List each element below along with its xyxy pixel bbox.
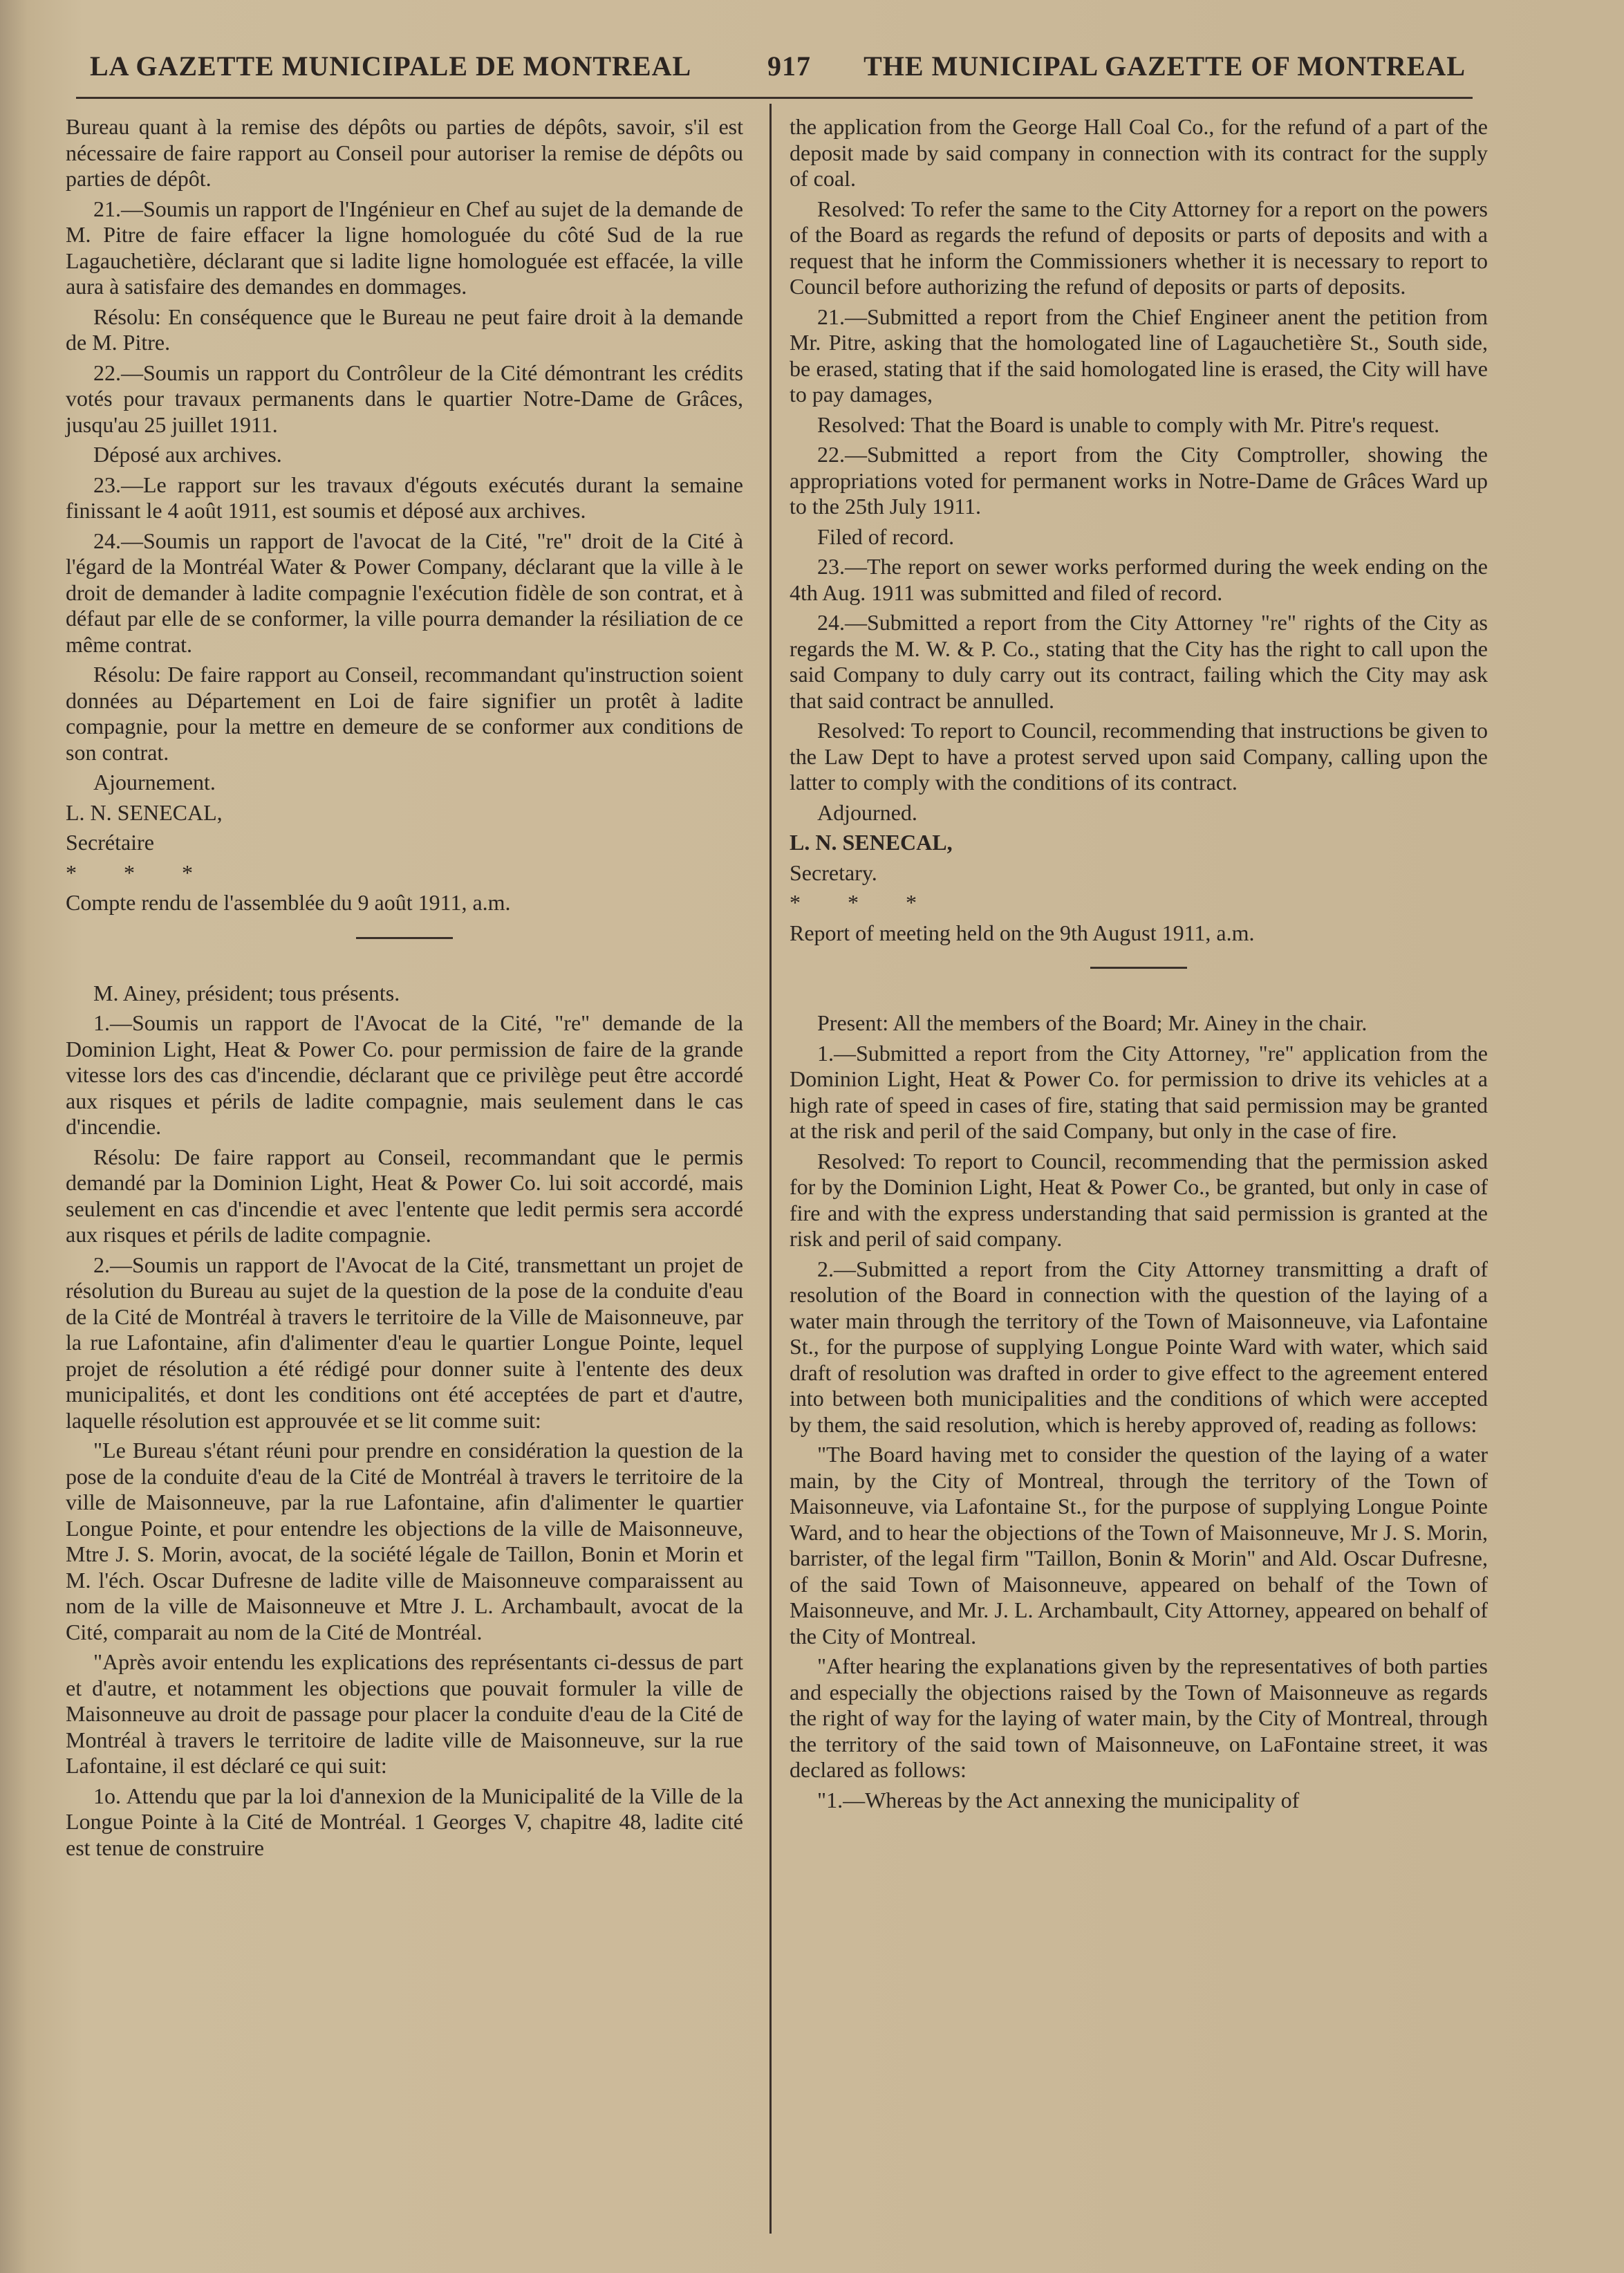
adjournment: Ajournement.	[93, 770, 216, 795]
quoted-paragraph: 1o. Attendu que par la loi d'annexion de la Municipalité de la Ville de la Longue Pointe à la Cité de Montréal. 1 Georges V, chapitre 48, ladite cité est tenue de construire	[66, 1783, 743, 1860]
resolution: Résolu: En conséquence que le Bureau ne peut faire droit à la demande de M. Pitre.	[66, 304, 743, 355]
item-22: 22.—Soumis un rapport du Contrôleur de la Cité démontrant les crédits votés pour travaux permanents dans le quartier Notre-Dame de Grâces, jusqu'au 25 juillet 1911.	[66, 360, 743, 437]
quoted-paragraph: "1.—Whereas by the Act annexing the municipality of	[817, 1787, 1300, 1812]
column-divider	[769, 104, 772, 2234]
signature-title: Secretary.	[790, 860, 877, 885]
item-1: 1.—Soumis un rapport de l'Avocat de la Cité, "re" demande de la Dominion Light, Heat & Power Co. pour permission de faire de la grande vitesse lors des cas d'incendie, déclarant que ce privilège peut être accordé aux risques et périls de ladite compagnie, mais seulement dans le cas d'incendie.	[66, 1010, 743, 1139]
signature-name: L. N. SENECAL,	[66, 799, 223, 825]
resolution: Resolved: To refer the same to the City Attorney for a report on the powers of the Board as regards the refund of deposits or parts of deposits and with a request that he inform the Commissioners whether it is necessary to report to Council before authorizing the refund of deposits or parts of deposits.	[790, 196, 1488, 299]
item-2: 2.—Soumis un rapport de l'Avocat de la Cité, transmettant un projet de résolution du Bureau au sujet de la question de la pose de la conduite d'eau de la Cité de Montréal à travers le territoire de la Ville de Maisonneuve, par la rue Lafontaine, afin d'alimenter d'eau le quartier Longue Pointe, lequel projet de résolution a été rédigé pour donner suite à l'entente des deux municipalités, et dont les conditions ont été acceptées de part et d'autre, laquelle résolution est approuvée et se lit comme suit:	[66, 1252, 743, 1433]
section-rule	[1090, 967, 1187, 969]
minutes-title: Report of meeting held on the 9th August 1911, a.m.	[790, 920, 1255, 945]
item-24: 24.—Submitted a report from the City Attorney "re" rights of the City as regards the M. W. & P. Co., stating that the City has the right to call upon the said Company to duly carry out its contract, failing which the City may ask that said contract be annulled.	[790, 610, 1488, 713]
english-column	[790, 114, 1488, 1817]
quoted-paragraph: "Le Bureau s'étant réuni pour prendre en considération la question de la pose de la conduite d'eau de la Cité de Montréal à travers le territoire de la ville de Maisonneuve, par la rue Lafontaine, afin d'alimenter le quartier Longue Pointe, et pour entendre les objections de la ville de Maisonneuve, Mtre J. S. Morin, avocat, de la société légale de Taillon, Bonin et Morin et M. l'éch. Oscar Dufresne de ladite ville de Maisonneuve comparaissent au nom de la ville de Maisonneuve et Mtre J. L. Archambault, avocat de la Cité, comparait au nom de la Cité de Montréal.	[66, 1438, 743, 1644]
filed-note: Déposé aux archives.	[93, 442, 282, 467]
item-23: 23.—Le rapport sur les travaux d'égouts exécutés durant la semaine finissant le 4 août 1911, est soumis et déposé aux archives.	[66, 472, 743, 523]
resolution: Resolved: That the Board is unable to comply with Mr. Pitre's request.	[817, 411, 1440, 437]
resolution: Resolved: To report to Council, recommending that the permission asked for by the Dominion Light, Heat & Power Co., be granted, but only in case of fire and with the express understanding that said permission is granted at the risk and peril of said company.	[790, 1148, 1488, 1251]
minutes-title: Compte rendu de l'assemblée du 9 août 1911, a.m.	[66, 890, 511, 915]
item-24: 24.—Soumis un rapport de l'avocat de la Cité, "re" droit de la Cité à l'égard de la Montréal Water & Power Company, déclarant que la ville à le droit de demander à ladite compagnie l'exécution fidèle de son contrat, et à défaut par elle de se conformer, la ville pourra demander la résiliation de ce même contrat.	[66, 528, 743, 657]
header-rule	[76, 97, 1473, 99]
paragraph: Bureau quant à la remise des dépôts ou parties de dépôts, savoir, s'il est nécessaire de faire rapport au Conseil pour autoriser la remise de dépôts ou parties de dépôt.	[66, 114, 743, 191]
page-number: 917	[767, 50, 811, 82]
section-stars: * * *	[790, 890, 937, 915]
adjournment: Adjourned.	[817, 799, 917, 825]
present-line: Present: All the members of the Board; Mr. Ainey in the chair.	[817, 1010, 1368, 1035]
item-2: 2.—Submitted a report from the City Attorney transmitting a draft of resolution of the Board in connection with the question of the laying of a water main through the territory of the Town of Maisonneuve, via Lafontaine St., for the purpose of supplying Longue Pointe Ward with water, which said draft of resolution was drafted in order to give effect to the agreement entered into between both municipalities and the conditions of which were accepted by them, the said resolution, which is hereby approved of, reading as follows:	[790, 1256, 1488, 1437]
section-stars: * * *	[66, 860, 214, 885]
quoted-paragraph: "The Board having met to consider the question of the laying of a water main, by the City of Montreal, through the territory of the Town of Maisonneuve, via Lafontaine St., for the purpose of supplying Longue Pointe Ward, and to hear the objections of the Town of Maisonneuve, Mr J. S. Morin, barrister, of the legal firm "Taillon, Bonin & Morin" and Ald. Oscar Dufresne, of the said Town of Maisonneuve, appeared on behalf of the Town of Maisonneuve, and Mr. J. L. Archambault, City Attorney, appeared on behalf of the City of Montreal.	[790, 1442, 1488, 1649]
page-header	[76, 43, 1466, 91]
header-french-title: LA GAZETTE MUNICIPALE DE MONTREAL	[90, 50, 692, 82]
french-column	[66, 114, 743, 1865]
item-1: 1.—Submitted a report from the City Attorney, "re" application from the Dominion Light, Heat & Power Co. for permission to drive its vehicles at a high rate of speed in cases of fire, stating that said permission may be granted at the risk and peril of the said Company, but only in the case of fire.	[790, 1040, 1488, 1143]
quoted-paragraph: "After hearing the explanations given by the representatives of both parties and especially the objections raised by the Town of Maisonneuve as regards the right of way for the laying of water main, by the City of Montreal, through the territory of the said town of Maisonneuve, on LaFontaine street, it was declared as follows:	[790, 1653, 1488, 1782]
resolution: Résolu: De faire rapport au Conseil, recommandant que le permis demandé par la Dominion Light, Heat & Power Co. lui soit accordé, mais seulement en cas d'incendie et avec l'entente que ledit permis sera accordé aux risques et périls de ladite compagnie.	[66, 1144, 743, 1247]
section-rule	[356, 937, 453, 939]
item-21: 21.—Submitted a report from the Chief Engineer anent the petition from Mr. Pitre, asking that the homologated line of Lagauchetière St., South side, be erased, stating that if the said homologated line is erased, the City will have to pay damages,	[790, 304, 1488, 407]
present-line: M. Ainey, président; tous présents.	[93, 980, 400, 1005]
paragraph: the application from the George Hall Coal Co., for the refund of a part of the deposit made by said company in connection with its contract for the supply of coal.	[790, 114, 1488, 191]
signature-title: Secrétaire	[66, 830, 154, 855]
resolution: Resolved: To report to Council, recommending that instructions be given to the Law Dept to have a protest served upon said Company, calling upon the latter to comply with the conditions of its contract.	[790, 718, 1488, 795]
header-english-title: THE MUNICIPAL GAZETTE OF MONTREAL	[864, 50, 1466, 82]
resolution: Résolu: De faire rapport au Conseil, recommandant qu'instruction soient données au Département en Loi de faire signifier un protêt à ladite compagnie, pour la mettre en demeure de se conformer aux conditions de son contrat.	[66, 662, 743, 765]
item-23: 23.—The report on sewer works performed during the week ending on the 4th Aug. 1911 was submitted and filed of record.	[790, 554, 1488, 605]
signature-name: L. N. SENECAL,	[790, 830, 953, 855]
item-22: 22.—Submitted a report from the City Comptroller, showing the appropriations voted for permanent works in Notre-Dame de Grâces Ward up to the 25th July 1911.	[790, 442, 1488, 519]
filed-note: Filed of record.	[817, 523, 955, 549]
item-21: 21.—Soumis un rapport de l'Ingénieur en Chef au sujet de la demande de M. Pitre de faire effacer la ligne homologuée du côté Sud de la rue Lagauchetière, déclarant que si ladite ligne homologuée est effacée, la ville aura à satisfaire des demandes en dommages.	[66, 196, 743, 299]
quoted-paragraph: "Après avoir entendu les explications des représentants ci-dessus de part et d'autre, et notamment les objections que pouvait formuler la ville de Maisonneuve au droit de passage pour placer la conduite d'eau de la Cité de Montréal à travers le territoire de ladite ville de Maisonneuve, sur la rue Lafontaine, il est déclaré ce qui suit:	[66, 1649, 743, 1778]
